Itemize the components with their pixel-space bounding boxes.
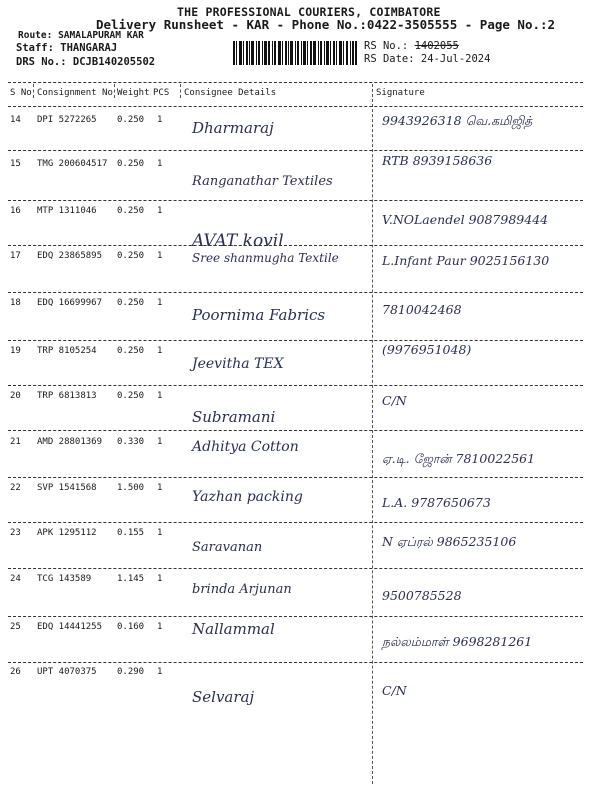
col-header-signature: Signature xyxy=(376,88,425,98)
drs-label: DRS No.: xyxy=(16,56,67,68)
row-consignee-handwritten: Sree shanmugha Textile xyxy=(192,251,339,265)
col-header-pcs: PCS xyxy=(153,88,170,98)
row-weight: 0.250 xyxy=(117,391,145,401)
row-consignment-no: TRP 8105254 xyxy=(37,346,97,356)
row-separator xyxy=(8,568,583,569)
row-consignee-handwritten: Selvaraj xyxy=(192,688,255,706)
row-separator xyxy=(8,616,583,617)
rs-date xyxy=(364,53,490,65)
col-header-weight: Weight xyxy=(117,88,150,98)
row-sno: 20 xyxy=(10,391,21,401)
row-consignment-no: EDQ 16699967 xyxy=(37,298,103,308)
row-consignment-no: EDQ 14441255 xyxy=(37,622,103,632)
row-separator xyxy=(8,522,583,523)
row-weight: 1.500 xyxy=(117,483,145,493)
row-signature-handwritten: நல்லம்மாள் 9698281261 xyxy=(382,634,533,649)
col-header-sno: S No xyxy=(10,88,32,98)
row-consignee-handwritten: Jeevitha TEX xyxy=(192,356,284,372)
row-consignment-no: APK 1295112 xyxy=(37,528,97,538)
route-line xyxy=(18,30,144,41)
rs-number xyxy=(364,40,459,52)
row-signature-handwritten: 7810042468 xyxy=(382,302,462,317)
drs-value: DCJB140205502 xyxy=(72,56,156,68)
row-pcs: 1 xyxy=(157,115,163,125)
row-signature-handwritten: L.A. 9787650673 xyxy=(382,495,491,510)
row-consignee-handwritten: Adhitya Cotton xyxy=(192,439,299,455)
row-pcs: 1 xyxy=(157,159,163,169)
row-consignee-handwritten: Nallammal xyxy=(192,620,275,638)
row-sno: 26 xyxy=(10,667,21,677)
row-consignee-handwritten: Ranganathar Textiles xyxy=(192,174,333,189)
row-consignment-no: UPT 4070375 xyxy=(37,667,97,677)
rs-number-label: RS No.: xyxy=(364,40,409,52)
row-pcs: 1 xyxy=(157,298,163,308)
row-signature-handwritten: C/N xyxy=(382,683,407,698)
row-consignee-handwritten: Poornima Fabrics xyxy=(192,306,326,324)
header-bottom-rule xyxy=(8,106,583,107)
row-consignee-handwritten: brinda Arjunan xyxy=(192,582,292,597)
row-separator xyxy=(8,385,583,386)
row-separator xyxy=(8,477,583,478)
row-consignment-no: TMG 200604517 xyxy=(37,159,108,169)
row-separator xyxy=(8,430,583,431)
row-signature-handwritten: V.NOLaendel 9087989444 xyxy=(382,212,549,227)
row-pcs: 1 xyxy=(157,251,163,261)
row-weight: 0.250 xyxy=(117,251,145,261)
row-sno: 16 xyxy=(10,206,21,216)
col-header-consignee: Consignee Details xyxy=(184,88,277,98)
row-sno: 21 xyxy=(10,437,21,447)
row-signature-handwritten: 9500785528 xyxy=(382,588,462,603)
row-consignment-no: SVP 1541568 xyxy=(37,483,97,493)
column-divider xyxy=(372,84,373,784)
row-signature-handwritten: 9943926318 வெ.கமிஜித் xyxy=(382,113,533,128)
row-pcs: 1 xyxy=(157,667,163,677)
row-sno: 14 xyxy=(10,115,21,125)
row-pcs: 1 xyxy=(157,206,163,216)
staff-line xyxy=(16,42,117,54)
row-signature-handwritten: (9976951048) xyxy=(382,342,472,357)
row-sno: 15 xyxy=(10,159,21,169)
row-weight: 0.250 xyxy=(117,298,145,308)
row-separator xyxy=(8,292,583,293)
row-weight: 0.250 xyxy=(117,159,145,169)
row-sno: 18 xyxy=(10,298,21,308)
route-value: SAMALAPURAM KAR xyxy=(58,30,144,41)
row-consignee-handwritten: Subramani xyxy=(192,408,276,426)
row-consignment-no: DPI 5272265 xyxy=(37,115,97,125)
row-signature-handwritten: C/N xyxy=(382,393,407,408)
row-weight: 0.250 xyxy=(117,346,145,356)
rs-number-value: 1402055 xyxy=(414,40,459,52)
row-pcs: 1 xyxy=(157,346,163,356)
row-consignment-no: EDQ 23865895 xyxy=(37,251,103,261)
column-divider xyxy=(33,84,34,98)
col-header-consignment: Consignment No xyxy=(37,88,113,98)
route-label: Route: xyxy=(18,30,53,41)
row-separator xyxy=(8,340,583,341)
row-weight: 0.250 xyxy=(117,206,145,216)
header-top-rule xyxy=(8,82,583,83)
row-pcs: 1 xyxy=(157,574,163,584)
company-title: THE PROFESSIONAL COURIERS, COIMBATORE xyxy=(177,5,441,19)
row-separator xyxy=(8,245,583,246)
rs-date-value: 24-Jul-2024 xyxy=(420,53,491,65)
column-divider xyxy=(180,84,181,98)
row-separator xyxy=(8,662,583,663)
staff-value: THANGARAJ xyxy=(60,42,118,54)
drs-line xyxy=(16,56,155,68)
row-sno: 24 xyxy=(10,574,21,584)
row-sno: 22 xyxy=(10,483,21,493)
row-weight: 0.330 xyxy=(117,437,145,447)
row-sno: 23 xyxy=(10,528,21,538)
row-weight: 0.160 xyxy=(117,622,145,632)
row-consignment-no: AMD 28801369 xyxy=(37,437,103,447)
rs-date-label: RS Date: xyxy=(364,53,415,65)
staff-label: Staff: xyxy=(16,42,54,54)
row-consignee-handwritten: AVAT kovil xyxy=(192,231,284,251)
row-pcs: 1 xyxy=(157,437,163,447)
row-weight: 0.155 xyxy=(117,528,145,538)
column-divider xyxy=(114,84,115,98)
row-sno: 25 xyxy=(10,622,21,632)
row-pcs: 1 xyxy=(157,528,163,538)
row-sno: 17 xyxy=(10,251,21,261)
row-consignment-no: TCG 143589 xyxy=(37,574,92,584)
row-signature-handwritten: RTB 8939158636 xyxy=(382,153,493,168)
row-signature-handwritten: ஏ.டி. ஜோன் 7810022561 xyxy=(382,451,536,466)
row-pcs: 1 xyxy=(157,622,163,632)
row-consignee-handwritten: Yazhan packing xyxy=(192,489,303,505)
row-consignee-handwritten: Dharmaraj xyxy=(192,119,274,137)
row-sno: 19 xyxy=(10,346,21,356)
row-pcs: 1 xyxy=(157,483,163,493)
row-consignment-no: TRP 6813813 xyxy=(37,391,97,401)
row-consignment-no: MTP 1311046 xyxy=(37,206,97,216)
row-separator xyxy=(8,150,583,151)
row-weight: 0.250 xyxy=(117,115,145,125)
row-pcs: 1 xyxy=(157,391,163,401)
row-weight: 1.145 xyxy=(117,574,145,584)
row-separator xyxy=(8,200,583,201)
row-signature-handwritten: L.Infant Paur 9025156130 xyxy=(382,253,550,268)
runsheet-subtitle: Delivery Runsheet - KAR - Phone No.:0422-3505555 - Page No.:2 xyxy=(96,17,556,32)
row-weight: 0.290 xyxy=(117,667,145,677)
row-consignee-handwritten: Saravanan xyxy=(192,540,263,555)
row-signature-handwritten: N ஏப்ரல் 9865235106 xyxy=(382,534,517,549)
barcode-image xyxy=(233,41,357,65)
